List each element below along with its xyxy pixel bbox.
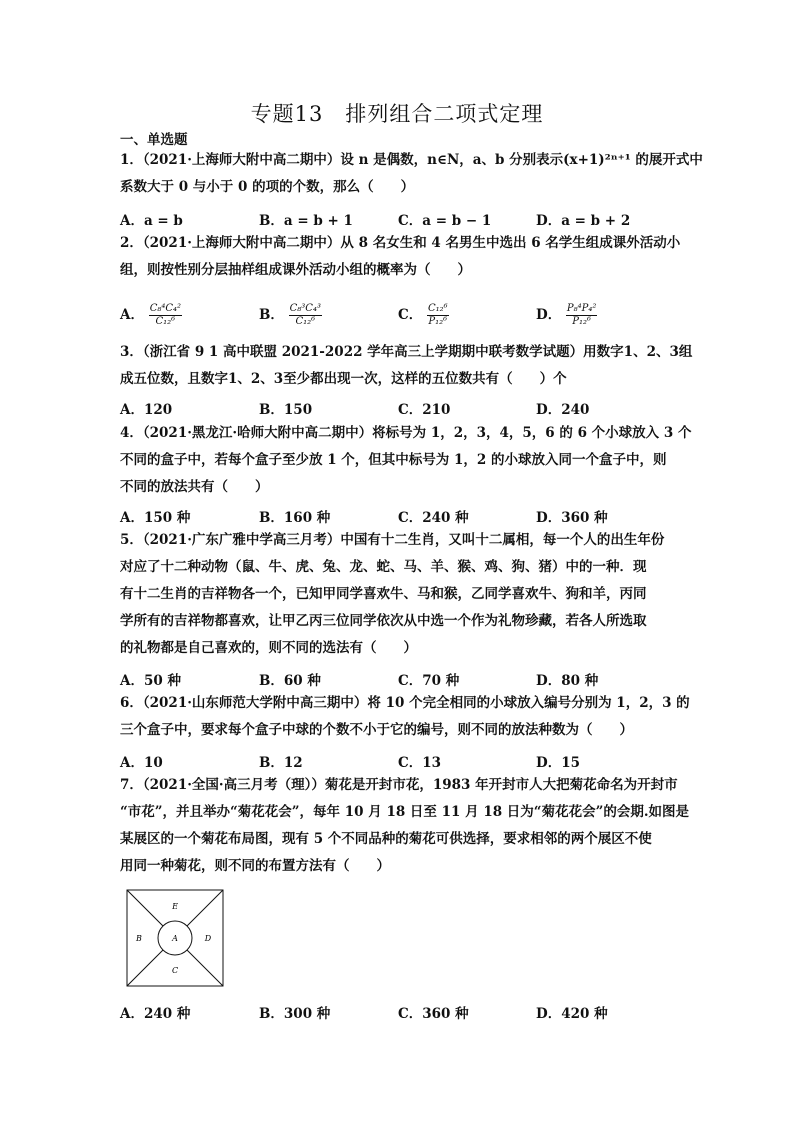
option-b xyxy=(259,303,322,328)
question-4-line-2: 不同的盒子中，若每个盒子至少放 1 个，但其中标号为 1，2 的小球放入同一个盒子中，则 xyxy=(120,452,667,468)
option-b: B．300 种 xyxy=(259,1006,331,1022)
option-d xyxy=(536,303,597,328)
diagonal-bottom-left xyxy=(127,950,163,986)
option-b: B．a = b + 1 xyxy=(259,213,353,229)
question-7-line-4: 用同一种菊花，则不同的布置方法有（ ） xyxy=(120,858,390,874)
question-2-options xyxy=(120,297,680,327)
option-d: D．15 xyxy=(536,755,580,771)
option-c-letter: C． xyxy=(398,307,423,323)
question-7-line-2: “市花”，并且举办“菊花花会”，每年 10 月 18 日至 11 月 18 日为“菊花花会”的会期.如图是 xyxy=(120,804,690,820)
region-label-top: E xyxy=(172,902,178,911)
question-6-options xyxy=(120,751,680,771)
question-7-line-1: 7．（2021·全国·高三月考（理））菊花是开封市花，1983 年开封市人大把菊花命名为开封市 xyxy=(120,777,678,793)
option-d: D．420 种 xyxy=(536,1006,608,1022)
option-c: C．210 xyxy=(398,402,451,418)
question-5-line-2: 对应了十二种动物（鼠、牛、虎、兔、龙、蛇、马、羊、猴、鸡、狗、猪）中的一种．现 xyxy=(120,559,647,575)
fraction-numerator: C₁₂⁶ xyxy=(427,303,448,314)
option-b-fraction xyxy=(289,303,322,328)
option-a: A．240 种 xyxy=(120,1006,191,1022)
option-c: C．a = b − 1 xyxy=(398,213,492,229)
option-c xyxy=(398,303,449,328)
option-d: D．80 种 xyxy=(536,673,599,689)
question-1-line-2: 系数大于 0 与小于 0 的项的个数，那么（ ） xyxy=(120,179,415,195)
question-2-line-1: 2．（2021·上海师大附中高二期中）从 8 名女生和 4 名男生中选出 6 名学生组成课外活动小 xyxy=(120,235,681,251)
option-c-fraction xyxy=(427,303,449,328)
option-d-fraction xyxy=(566,303,598,328)
question-5-line-1: 5．（2021·广东广雅中学高三月考）中国有十二生肖，又叫十二属相，每一个人的出生年份 xyxy=(120,532,665,548)
question-3 xyxy=(120,339,693,393)
question-3-line-1: 3．（浙江省 9 1 高中联盟 2021-2022 学年高三上学期期中联考数学试题）用数字1、2、3组 xyxy=(120,344,693,360)
question-2 xyxy=(120,230,681,284)
region-label-right: D xyxy=(204,934,212,943)
question-5-line-3: 有十二生肖的吉祥物各一个，已知甲同学喜欢牛、马和猴，乙同学喜欢牛、狗和羊，丙同 xyxy=(120,586,647,602)
option-a: A．150 种 xyxy=(120,510,191,526)
fraction-denominator: C₁₂⁶ xyxy=(295,316,316,327)
option-b: B．60 种 xyxy=(259,673,321,689)
option-b: B．160 种 xyxy=(259,510,331,526)
question-3-options xyxy=(120,398,680,418)
region-label-bottom: C xyxy=(171,966,179,975)
option-d: D．a = b + 2 xyxy=(536,213,631,229)
option-a: A．120 xyxy=(120,402,173,418)
option-d: D．360 种 xyxy=(536,510,608,526)
option-a xyxy=(120,303,182,328)
question-1 xyxy=(120,147,703,201)
region-label-left: B xyxy=(136,934,142,943)
question-2-line-2: 组，则按性别分层抽样组成课外活动小组的概率为（ ） xyxy=(120,262,471,278)
question-7-options xyxy=(120,1002,680,1022)
fraction-denominator: C₁₂⁶ xyxy=(155,316,176,327)
option-d: D．240 xyxy=(536,402,590,418)
question-6 xyxy=(120,690,690,744)
question-5-options xyxy=(120,669,680,689)
section-heading: 一、单选题 xyxy=(120,132,188,148)
diagonal-top-left xyxy=(127,890,163,926)
fraction-denominator: P₁₂⁶ xyxy=(572,316,592,327)
question-6-line-2: 三个盒子中，要求每个盒子中球的个数不小于它的编号，则不同的放法种数为（ ） xyxy=(120,722,633,738)
fraction-numerator: C₈⁴C₄² xyxy=(149,303,182,314)
option-a-letter: A． xyxy=(120,307,144,323)
fraction-numerator: P₈⁴P₄² xyxy=(566,303,597,314)
region-label-center: A xyxy=(172,934,178,943)
fraction-denominator: P₁₂⁶ xyxy=(428,316,448,327)
question-1-line-1: 1．（2021·上海师大附中高二期中）设 n 是偶数，n∈N，a、b 分别表示(x+1)²ⁿ⁺¹ 的展开式中 xyxy=(120,152,703,168)
question-5-line-5: 的礼物都是自己喜欢的，则不同的选法有（ ） xyxy=(120,640,417,656)
option-a: A．50 种 xyxy=(120,673,181,689)
question-3-line-2: 成五位数，且数字1、2、3至少都出现一次，这样的五位数共有（ ）个 xyxy=(120,371,567,387)
option-d-letter: D． xyxy=(536,307,562,323)
option-b: B．150 xyxy=(259,402,313,418)
page-title: 专题13 排列组合二项式定理 xyxy=(250,102,544,126)
option-c: C．13 xyxy=(398,755,442,771)
option-b: B．12 xyxy=(259,755,303,771)
option-c: C．240 种 xyxy=(398,510,469,526)
question-7-line-3: 某展区的一个菊花布局图，现有 5 个不同品种的菊花可供选择，要求相邻的两个展区不使 xyxy=(120,831,652,847)
question-4 xyxy=(120,420,692,501)
option-a-fraction xyxy=(149,303,182,328)
question-5-line-4: 学所有的吉祥物都喜欢，让甲乙丙三位同学依次从中选一个作为礼物珍藏，若各人所选取 xyxy=(120,613,647,629)
question-7 xyxy=(120,772,690,880)
fraction-numerator: C₈³C₄³ xyxy=(289,303,321,314)
question-1-options xyxy=(120,209,680,229)
diagonal-bottom-right xyxy=(187,950,223,986)
option-c: C．70 种 xyxy=(398,673,460,689)
flower-layout-diagram xyxy=(126,889,224,987)
question-4-line-1: 4．（2021·黑龙江·哈师大附中高二期中）将标号为 1，2，3，4，5，6 的 6 个小球放入 3 个 xyxy=(120,425,692,441)
option-a: A．a = b xyxy=(120,213,183,229)
option-a: A．10 xyxy=(120,755,163,771)
option-c: C．360 种 xyxy=(398,1006,469,1022)
question-4-options xyxy=(120,506,680,526)
question-4-line-3: 不同的放法共有（ ） xyxy=(120,479,269,495)
question-5 xyxy=(120,527,676,662)
question-6-line-1: 6．（2021·山东师范大学附中高三期中）将 10 个完全相同的小球放入编号分别为 1，2，3 的 xyxy=(120,695,690,711)
diagonal-top-right xyxy=(187,890,223,926)
option-b-letter: B． xyxy=(259,307,284,323)
